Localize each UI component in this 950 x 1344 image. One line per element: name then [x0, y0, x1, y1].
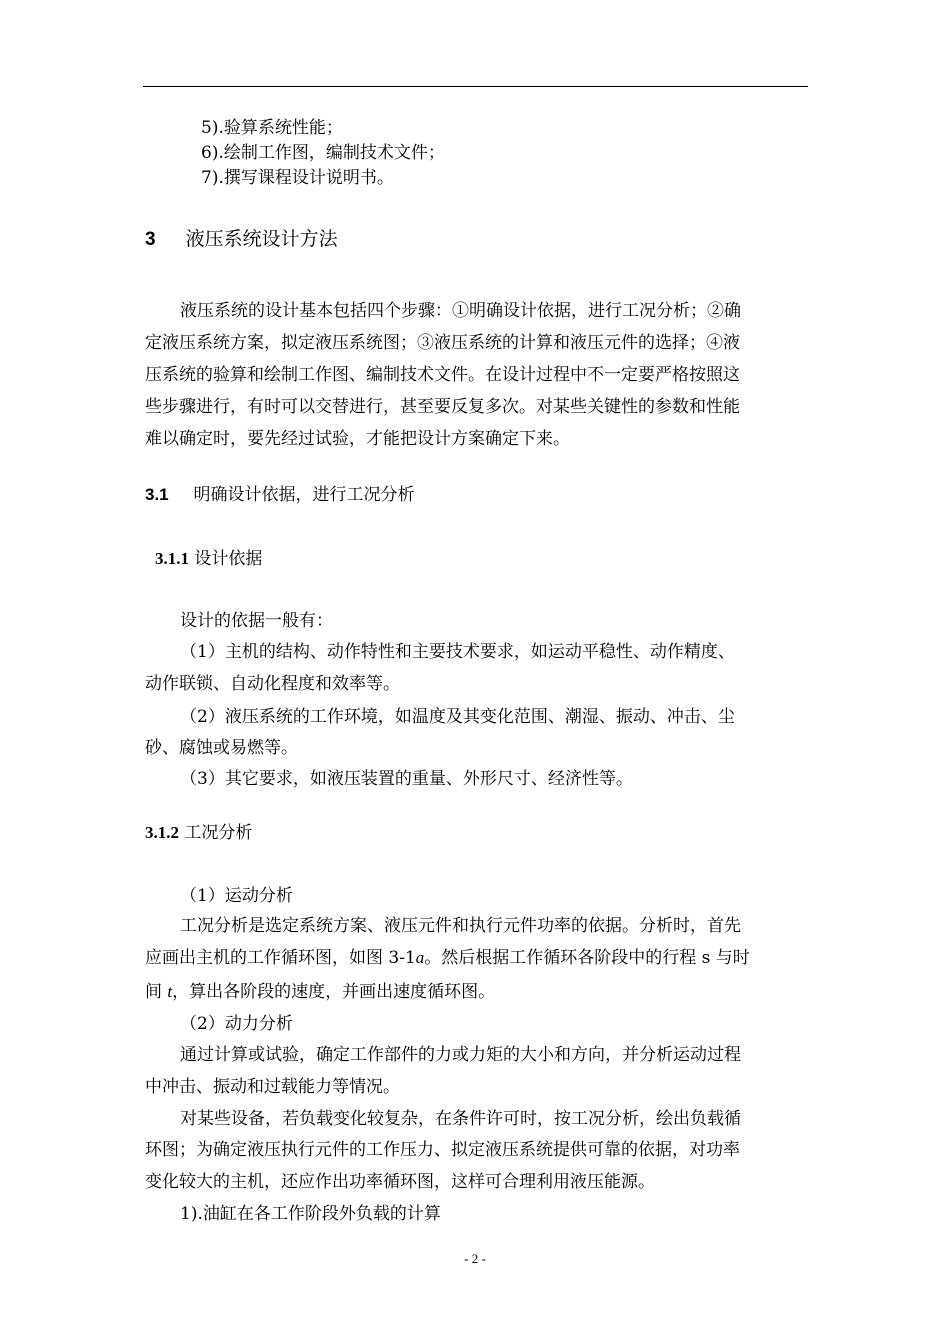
text-run: 。然后根据工作循环各阶段中的行程 s 与时	[424, 948, 750, 968]
section-number: 3.1	[145, 485, 169, 504]
italic-run: t	[167, 982, 173, 1001]
section-title: 设计依据	[194, 549, 263, 569]
section-title: 明确设计依据，进行工况分析	[193, 485, 415, 505]
basis-item-2-line-2: 砂、腐蚀或易燃等。	[145, 738, 298, 758]
load-line-1: 对某些设备，若负载变化较复杂，在条件许可时，按工况分析，绘出负载循	[180, 1109, 741, 1129]
basis-item-1-line-2: 动作联锁、自动化程度和效率等。	[145, 674, 400, 694]
text-run: 应画出主机的工作循环图，如图 3-1	[145, 948, 416, 968]
section-3-1-1-heading	[155, 548, 262, 570]
motion-line-1: 工况分析是选定系统方案、液压元件和执行元件功率的依据。分析时，首先	[180, 916, 741, 936]
load-line-3: 变化较大的主机，还应作出功率循环图，这样可合理利用液压能源。	[145, 1172, 655, 1192]
basis-item-2-line-1: （2）液压系统的工作环境，如温度及其变化范围、潮湿、振动、冲击、尘	[180, 707, 735, 727]
load-line-2: 环图；为确定液压执行元件的工作压力、拟定液压系统提供可靠的依据，对功率	[145, 1140, 740, 1160]
header-rule	[143, 86, 808, 87]
section-number: 3.1.2	[145, 823, 179, 842]
basis-item-1-line-1: （1）主机的结构、动作特性和主要技术要求，如运动平稳性、动作精度、	[180, 642, 735, 662]
dynamic-line-1: 通过计算或试验，确定工作部件的力或力矩的大小和方向，并分析运动过程	[180, 1045, 741, 1065]
page-number: - 2 -	[464, 1251, 486, 1266]
basis-item-3: （3）其它要求，如液压装置的重量、外形尺寸、经济性等。	[180, 769, 633, 789]
cylinder-load-item: 1).油缸在各工作阶段外负载的计算	[180, 1204, 441, 1224]
motion-line-3	[145, 981, 495, 1003]
motion-analysis-heading: （1）运动分析	[180, 886, 293, 906]
intro-line-2: 定液压系统方案，拟定液压系统图；③液压系统的计算和液压元件的选择；④液	[145, 333, 740, 353]
intro-line-1: 液压系统的设计基本包括四个步骤：①明确设计依据，进行工况分析；②确	[180, 301, 741, 321]
step-5: 5).验算系统性能；	[201, 118, 343, 138]
section-title: 工况分析	[184, 823, 253, 843]
step-6: 6).绘制工作图，编制技术文件；	[201, 143, 445, 163]
section-number: 3	[145, 229, 156, 250]
intro-line-5: 难以确定时，要先经过试验，才能把设计方案确定下来。	[145, 429, 570, 449]
section-3-1-2-heading	[145, 822, 252, 844]
section-number: 3.1.1	[155, 549, 189, 568]
dynamic-analysis-heading: （2）动力分析	[180, 1014, 293, 1034]
dynamic-line-2: 中冲击、振动和过载能力等情况。	[145, 1077, 400, 1097]
basis-intro: 设计的依据一般有：	[180, 611, 333, 631]
section-title: 液压系统设计方法	[185, 228, 338, 250]
text-run: 间	[145, 982, 168, 1002]
intro-line-4: 些步骤进行，有时可以交替进行，甚至要反复多次。对某些关键性的参数和性能	[145, 397, 740, 417]
motion-line-2	[145, 947, 750, 969]
italic-run: a	[415, 948, 425, 967]
section-3-1-heading	[145, 484, 414, 506]
text-run: ，算出各阶段的速度，并画出速度循环图。	[172, 982, 496, 1002]
section-3-heading	[145, 227, 338, 252]
intro-line-3: 压系统的验算和绘制工作图、编制技术文件。在设计过程中不一定要严格按照这	[145, 365, 740, 385]
step-7: 7).撰写课程设计说明书。	[201, 168, 394, 188]
